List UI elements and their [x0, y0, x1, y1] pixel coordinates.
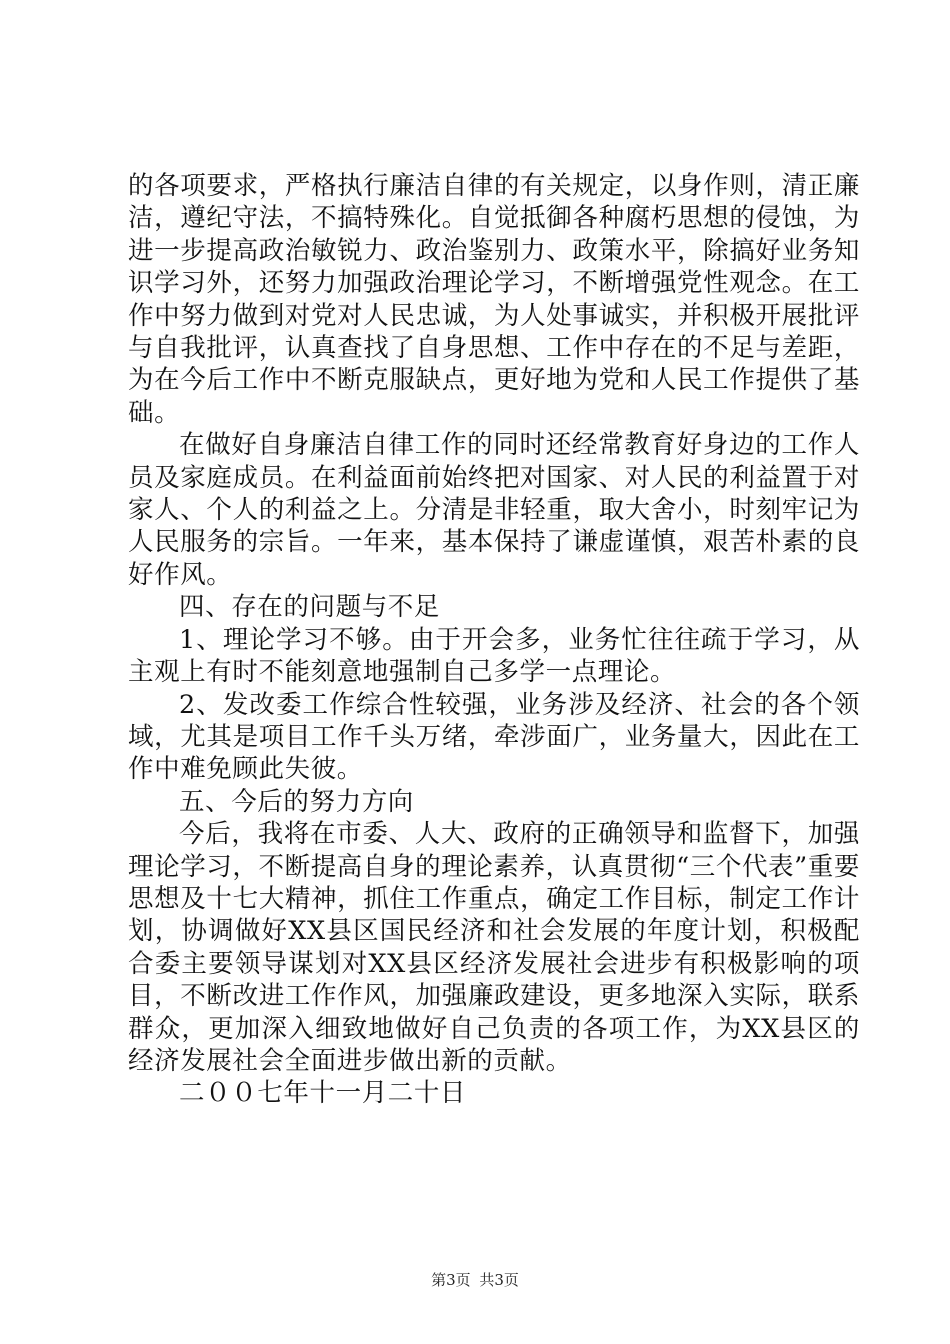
page-total: 共3页: [479, 1271, 519, 1289]
paragraph-continuation: 的各项要求，严格执行廉洁自律的有关规定，以身作则，清正廉洁，遵纪守法，不搞特殊化。自觉抵御各种腐朽思想的侵蚀，为进一步提高政治敏锐力、政治鉴别力、政策水平，除搞好业务知识学习外，还努力加强政治理论学习，不断增强党性观念。在工作中努力做到对党对人民忠诚，为人处事诚实，并积极开展批评与自我批评，认真查找了自身思想、工作中存在的不足与差距，为在今后工作中不断克服缺点，更好地为党和人民工作提供了基础。: [128, 171, 860, 428]
document-body: [128, 170, 860, 1110]
list-item-problem-1: 1、理论学习不够。由于开会多，业务忙往往疏于学习，从主观上有时不能刻意地强制自己多学一点理论。: [128, 624, 860, 688]
document-date: 二００七年十一月二十日: [179, 1078, 467, 1109]
page-number: 第3页: [431, 1271, 471, 1289]
section-heading-problems: 四、存在的问题与不足: [179, 592, 441, 623]
paragraph-future-direction: 今后，我将在市委、人大、政府的正确领导和监督下，加强理论学习，不断提高自身的理论素养，认真贯彻“三个代表”重要思想及十七大精神，抓住工作重点，确定工作目标，制定工作计划，协调做好XX县区国民经济和社会发展的年度计划，积极配合委主要领导谋划对XX县区经济发展社会进步有积极影响的项目，不断改进工作作风，加强廉政建设，更多地深入实际，联系群众，更加深入细致地做好自己负责的各项工作，为XX县区的经济发展社会全面进步做出新的贡献。: [128, 819, 860, 1076]
page-footer: [0, 1270, 950, 1290]
section-heading-direction: 五、今后的努力方向: [179, 786, 414, 817]
paragraph-self-discipline: 在做好自身廉洁自律工作的同时还经常教育好身边的工作人员及家庭成员。在利益面前始终把对国家、对人民的利益置于对家人、个人的利益之上。分清是非轻重，取大舍小，时刻牢记为人民服务的宗旨。一年来，基本保持了谦虚谨慎，艰苦朴素的良好作风。: [128, 430, 860, 590]
list-item-problem-2: 2、发改委工作综合性较强，业务涉及经济、社会的各个领域，尤其是项目工作千头万绪，牵涉面广，业务量大，因此在工作中难免顾此失彼。: [128, 689, 860, 785]
